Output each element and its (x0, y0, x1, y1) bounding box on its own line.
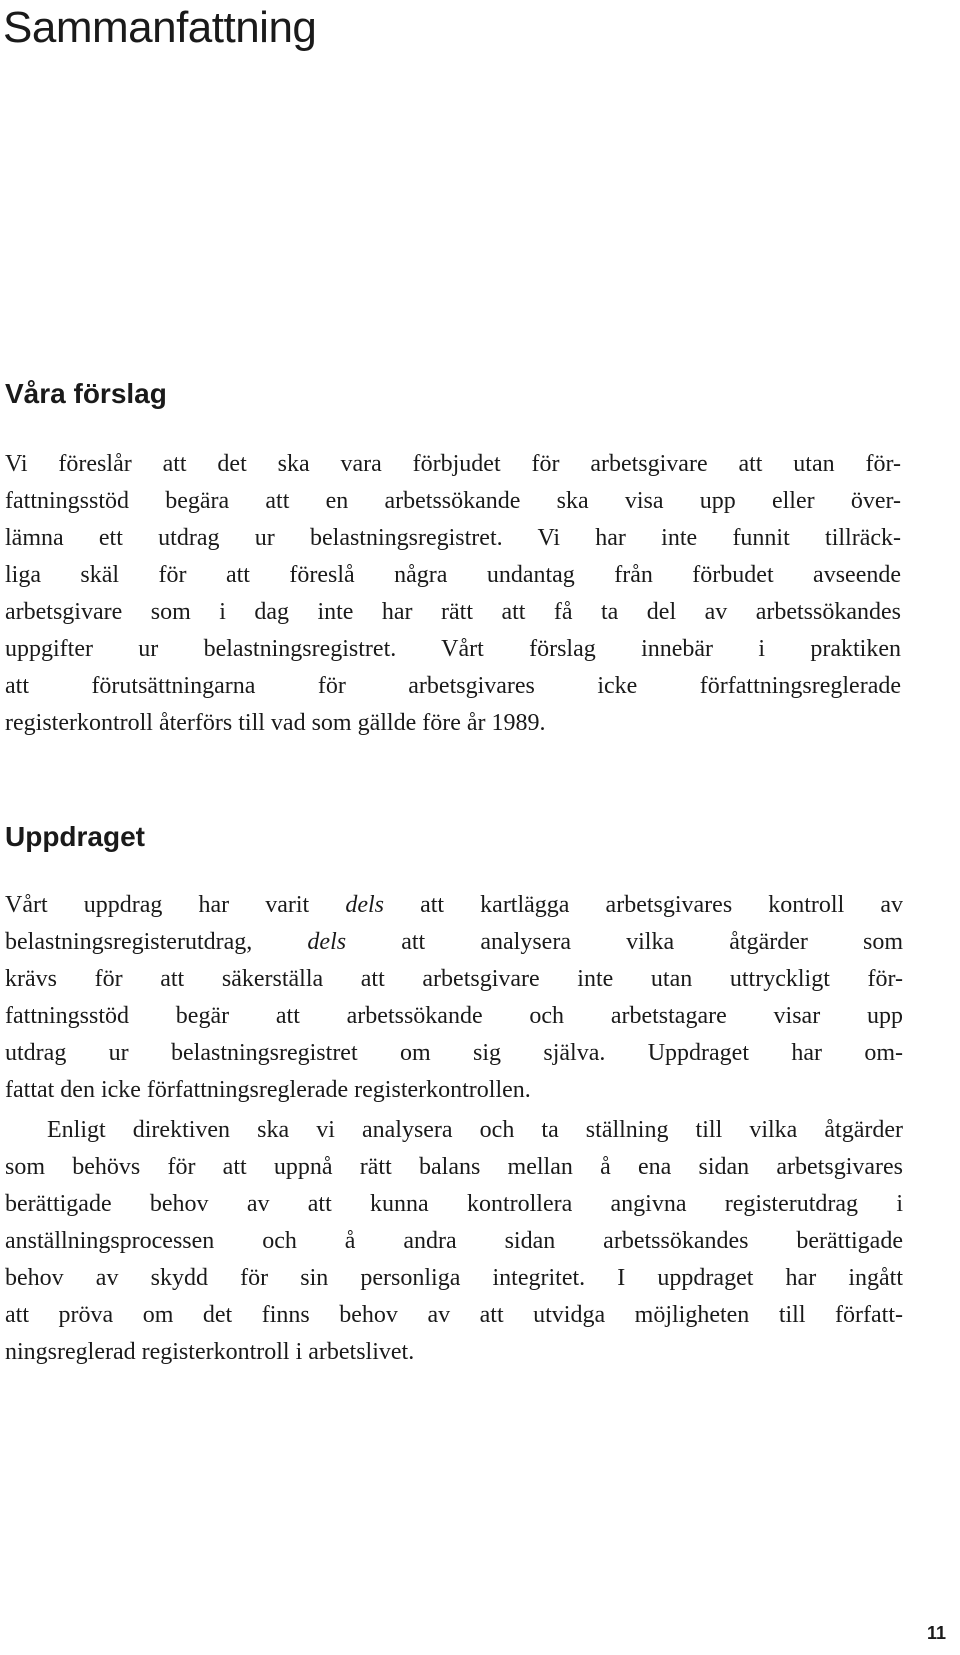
text-line: utdrag ur belastningsregistret om sig själva. Uppdraget har om- (5, 1040, 903, 1066)
paragraph-uppdraget-2 (5, 1112, 903, 1371)
page-title: Sammanfattning (3, 3, 317, 52)
text-line: att förutsättningarna för arbetsgivares icke författningsreglerade (5, 673, 901, 699)
text-line: Vi föreslår att det ska vara förbjudet för arbetsgivare att utan för- (5, 451, 901, 477)
text-line: uppgifter ur belastningsregistret. Vårt förslag innebär i praktiken (5, 636, 901, 662)
text-line: anställningsprocessen och å andra sidan arbetssökandes berättigade (5, 1228, 903, 1254)
text-line: arbetsgivare som i dag inte har rätt att få ta del av arbetssökandes (5, 599, 901, 625)
text-line: berättigade behov av att kunna kontrollera angivna registerutdrag i (5, 1191, 903, 1217)
text-line: lämna ett utdrag ur belastningsregistret. Vi har inte funnit tillräck- (5, 525, 901, 551)
text-line: Enligt direktiven ska vi analysera och ta ställning till vilka åtgärder (47, 1117, 903, 1143)
text-line: registerkontroll återförs till vad som gällde före år 1989. (5, 710, 546, 736)
text-line: fattningsstöd begära att en arbetssökande ska visa upp eller över- (5, 488, 901, 514)
section-heading-uppdraget: Uppdraget (5, 821, 145, 852)
text-line: att pröva om det finns behov av att utvidga möjligheten till författ- (5, 1302, 903, 1328)
paragraph-uppdraget-1 (5, 887, 903, 1109)
text-line: behov av skydd för sin personliga integritet. I uppdraget har ingått (5, 1265, 903, 1291)
text-line: liga skäl för att föreslå några undantag från förbudet avseende (5, 562, 901, 588)
text-line: Vårt uppdrag har varit dels att kartlägga arbetsgivares kontroll av (5, 892, 904, 918)
text-line: fattat den icke författningsreglerade registerkontrollen. (5, 1077, 531, 1103)
page-number: 11 (926, 1623, 946, 1643)
text-line: krävs för att säkerställa att arbetsgivare inte utan uttryckligt för- (5, 966, 903, 992)
text-line: som behövs för att uppnå rätt balans mellan å ena sidan arbetsgivares (5, 1154, 903, 1180)
text-line: fattningsstöd begär att arbetssökande och arbetstagare visar upp (5, 1003, 903, 1029)
paragraph-vara-forslag (5, 446, 901, 742)
italic-term: dels (307, 929, 347, 955)
section-heading-vara-forslag: Våra förslag (5, 378, 167, 409)
italic-term: dels (345, 892, 384, 918)
text-line: belastningsregisterutdrag, dels att analysera vilka åtgärder som (5, 929, 904, 955)
text-line: ningsreglerad registerkontroll i arbetslivet. (5, 1339, 415, 1365)
